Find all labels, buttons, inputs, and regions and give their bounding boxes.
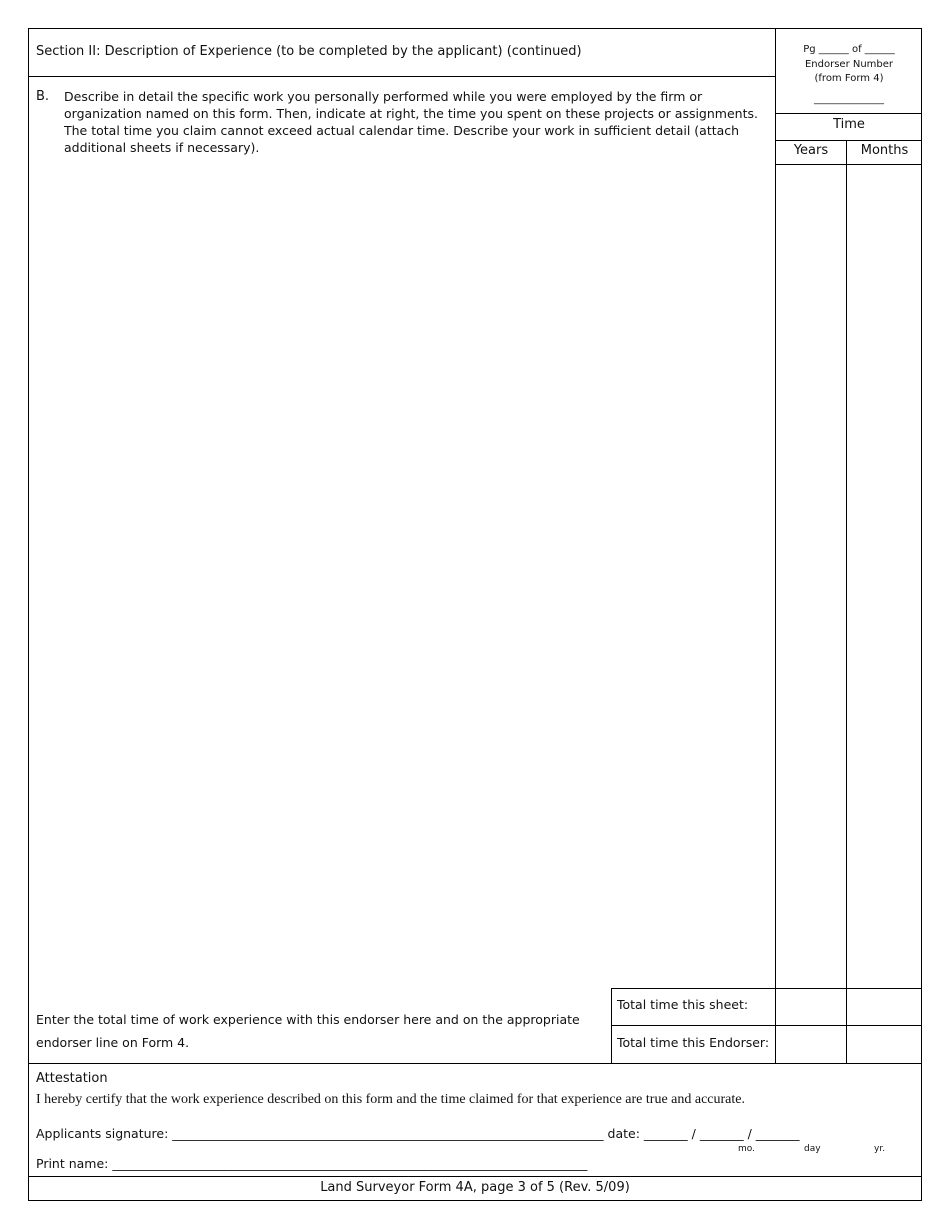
date-month-input[interactable]: _______ [643, 1126, 688, 1141]
totals-instruction: Enter the total time of work experience with this endorser here and on the appropriate endorser line on Form 4. [36, 1012, 580, 1050]
date-separator: / [747, 1126, 752, 1141]
endorser-number-label: Endorser Number [804, 59, 894, 70]
years-entry-column[interactable] [776, 165, 846, 988]
time-title: Time [833, 117, 865, 132]
total-endorser-label: Total time this Endorser: [617, 1035, 770, 1050]
print-name-label: Print name: [36, 1156, 109, 1171]
of-label: of [851, 44, 862, 55]
time-header-top [775, 113, 922, 114]
date-day-input[interactable]: _______ [699, 1126, 744, 1141]
months-column-header: Months [860, 143, 909, 158]
print-name-input[interactable]: ____________________________________________________________________________ [112, 1156, 588, 1171]
item-b-instructions: Describe in detail the specific work you personally performed while you were employed by the firm or organization named on this form. Then, indicate at right, the time you spent on these projects or assignments. The total time you claim cannot exceed actual calendar time. Describe your work in sufficient detail (attach additional sheets if necessary). [64, 89, 758, 155]
endorser-number-input[interactable]: ______________ [814, 94, 884, 105]
years-column-header: Years [793, 143, 829, 158]
total-sheet-years-input[interactable] [776, 989, 846, 1025]
print-name-row [36, 1156, 916, 1171]
attestation-top-line [28, 1063, 922, 1064]
signature-input[interactable]: _____________________________________________________________________ [172, 1126, 604, 1141]
date-separator: / [691, 1126, 696, 1141]
date-year-caption: yr. [874, 1144, 886, 1154]
total-sheet-label: Total time this sheet: [617, 997, 749, 1012]
date-label: date: [607, 1126, 640, 1141]
footer-top-line [28, 1176, 922, 1177]
pg-input[interactable]: ______ [818, 44, 849, 55]
attestation-title: Attestation [36, 1071, 108, 1086]
section-title: Section II: Description of Experience (to be completed by the applicant) (continued) [36, 44, 582, 59]
attestation-statement: I hereby certify that the work experience described on this form and the time claimed for that experience are true and accurate. [36, 1092, 745, 1107]
signature-row [36, 1126, 916, 1141]
months-entry-column[interactable] [847, 165, 922, 988]
total-endorser-years-input[interactable] [776, 1026, 846, 1063]
endorser-number-sublabel: (from Form 4) [814, 73, 884, 84]
total-endorser-months-input[interactable] [847, 1026, 922, 1063]
date-year-input[interactable]: _______ [755, 1126, 800, 1141]
pg-label: Pg [803, 44, 816, 55]
footer-text: Land Surveyor Form 4A, page 3 of 5 (Rev. 5/09) [320, 1180, 630, 1195]
signature-label: Applicants signature: [36, 1126, 169, 1141]
of-input[interactable]: ______ [864, 44, 895, 55]
time-subheader-top [775, 140, 922, 141]
work-description-area[interactable] [29, 160, 774, 986]
total-sheet-months-input[interactable] [847, 989, 922, 1025]
date-month-caption: mo. [738, 1144, 755, 1154]
date-day-caption: day [804, 1144, 821, 1154]
section-title-divider [28, 76, 775, 77]
page-of-field [776, 44, 922, 55]
item-b-letter: B. [36, 89, 50, 104]
